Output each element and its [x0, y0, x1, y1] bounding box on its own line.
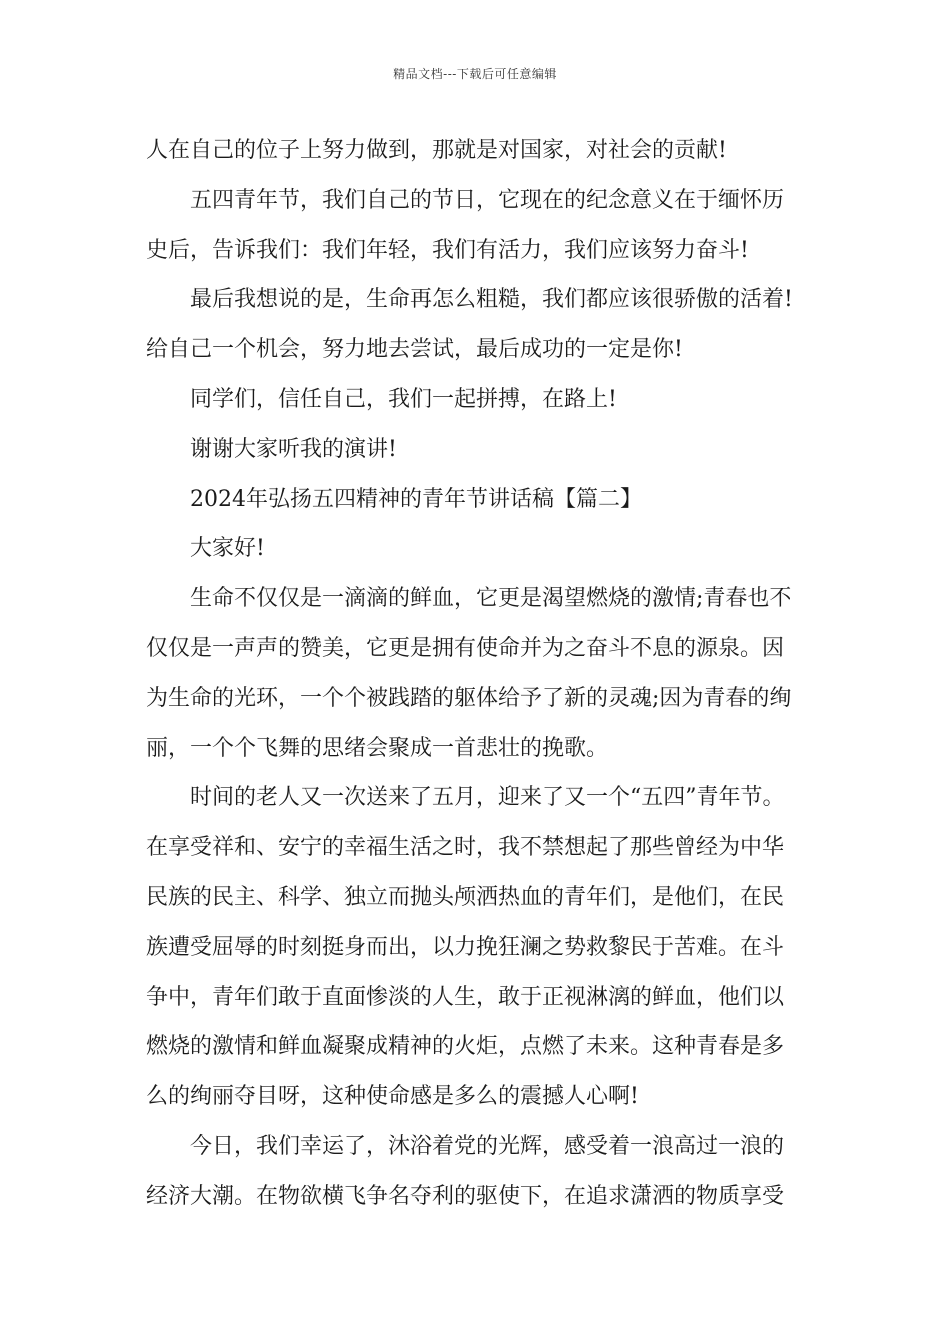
text-line: 谢谢大家听我的演讲!	[190, 436, 397, 462]
text-line: 最后我想说的是，生命再怎么粗糙，我们都应该很骄傲的活着!	[190, 287, 793, 313]
text-line: 人在自己的位子上努力做到，那就是对国家，对社会的贡献!	[146, 138, 727, 163]
text-line: 今日，我们幸运了，沐浴着党的光辉，感受着一浪高过一浪的	[190, 1133, 785, 1159]
text-line: 为生命的光环，一个个被践踏的躯体给予了新的灵魂;因为青春的绚	[146, 685, 792, 711]
text-line: 在享受祥和、安宁的幸福生活之时，我不禁想起了那些曾经为中华	[146, 835, 785, 861]
page-header: 精品文档---下载后可任意编辑	[393, 67, 557, 81]
document-body	[146, 126, 810, 1222]
text-line: 时间的老人又一次送来了五月，迎来了又一个“五四”青年节。	[190, 785, 785, 811]
text-line: 争中，青年们敢于直面惨淡的人生，敢于正视淋漓的鲜血，他们以	[146, 984, 785, 1010]
text-line: 丽，一个个飞舞的思绪会聚成一首悲壮的挽歌。	[146, 735, 609, 761]
text-line: 民族的民主、科学、独立而抛头颅洒热血的青年们，是他们，在民	[146, 884, 785, 910]
text-line: 燃烧的激情和鲜血凝聚成精神的火炬，点燃了未来。这种青春是多	[146, 1034, 785, 1060]
text-line: 经济大潮。在物欲横飞争名夺利的驱使下，在追求潇洒的物质享受	[146, 1183, 785, 1209]
text-line: 同学们，信任自己，我们一起拼搏，在路上!	[190, 386, 617, 412]
text-line: 么的绚丽夺目呀，这种使命感是多么的震撼人心啊!	[146, 1084, 639, 1110]
text-line: 五四青年节，我们自己的节日，它现在的纪念意义在于缅怀历	[190, 187, 785, 213]
section-heading: 2024年弘扬五四精神的青年节讲话稿【篇二】	[190, 486, 642, 512]
text-line: 仅仅是一声声的赞美，它更是拥有使命并为之奋斗不息的源泉。因	[146, 635, 785, 661]
text-line: 给自己一个机会，努力地去尝试，最后成功的一定是你!	[146, 337, 683, 363]
text-line: 生命不仅仅是一滴滴的鲜血，它更是渴望燃烧的激情;青春也不	[190, 586, 792, 612]
text-line: 族遭受屈辱的时刻挺身而出，以力挽狂澜之势救黎民于苦难。在斗	[146, 934, 785, 960]
text-line: 史后，告诉我们：我们年轻，我们有活力，我们应该努力奋斗!	[146, 237, 749, 263]
text-line: 大家好!	[190, 536, 265, 562]
